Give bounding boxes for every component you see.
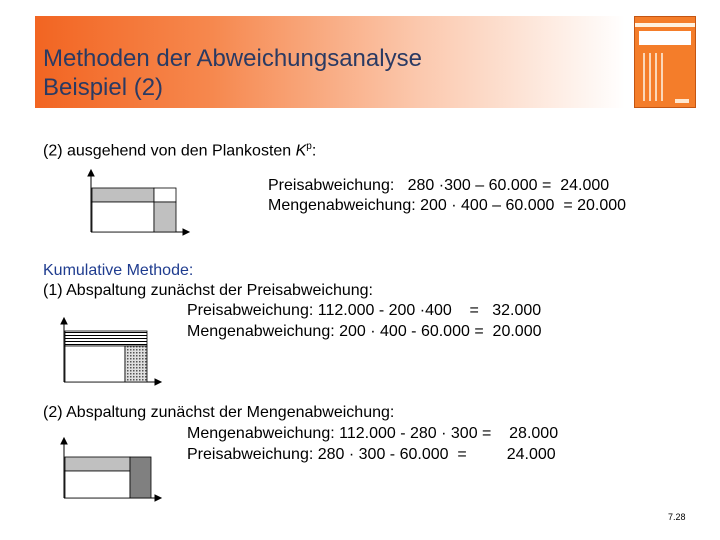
block1-preis: Preisabweichung: 280 ·300 – 60.000 = 24.000 xyxy=(268,177,610,194)
section2-heading: (2) Abspaltung zunächst der Mengenabweichung: xyxy=(43,404,395,421)
diagram-plankosten xyxy=(80,168,192,238)
intro-p: p xyxy=(306,141,312,152)
intro-line: (2) ausgehend von den Plankosten $K^p$: xyxy=(43,141,317,160)
block1-menge: Mengenabweichung: 200 · 400 – 60.000 = 20.000 xyxy=(268,197,627,214)
section1-preis: Preisabweichung: 112.000 - 200 ·400 = 32.000 xyxy=(187,302,542,319)
diagram-preisabweichung-zuerst xyxy=(52,316,164,388)
section1-menge: Mengenabweichung: 200 · 400 - 60.000 = 20.000 xyxy=(187,323,542,340)
diagram-mengenabweichung-zuerst xyxy=(52,436,164,504)
title-line-2: Beispiel (2) xyxy=(43,74,164,101)
kumulativ-heading: Kumulative Methode: xyxy=(43,262,194,279)
section1-heading: (1) Abspaltung zunächst der Preisabweichung: xyxy=(43,282,373,299)
title-line-1: Methoden der Abweichungsanalyse xyxy=(43,45,422,72)
intro-k: K xyxy=(295,142,307,160)
book-cover-image xyxy=(634,16,696,108)
slide-title xyxy=(43,44,422,102)
section2-menge: Mengenabweichung: 112.000 - 280 · 300 = 28.000 xyxy=(187,425,559,442)
section2-preis: Preisabweichung: 280 · 300 - 60.000 = 24.000 xyxy=(187,446,556,463)
page-number: 7.28 xyxy=(668,512,686,522)
